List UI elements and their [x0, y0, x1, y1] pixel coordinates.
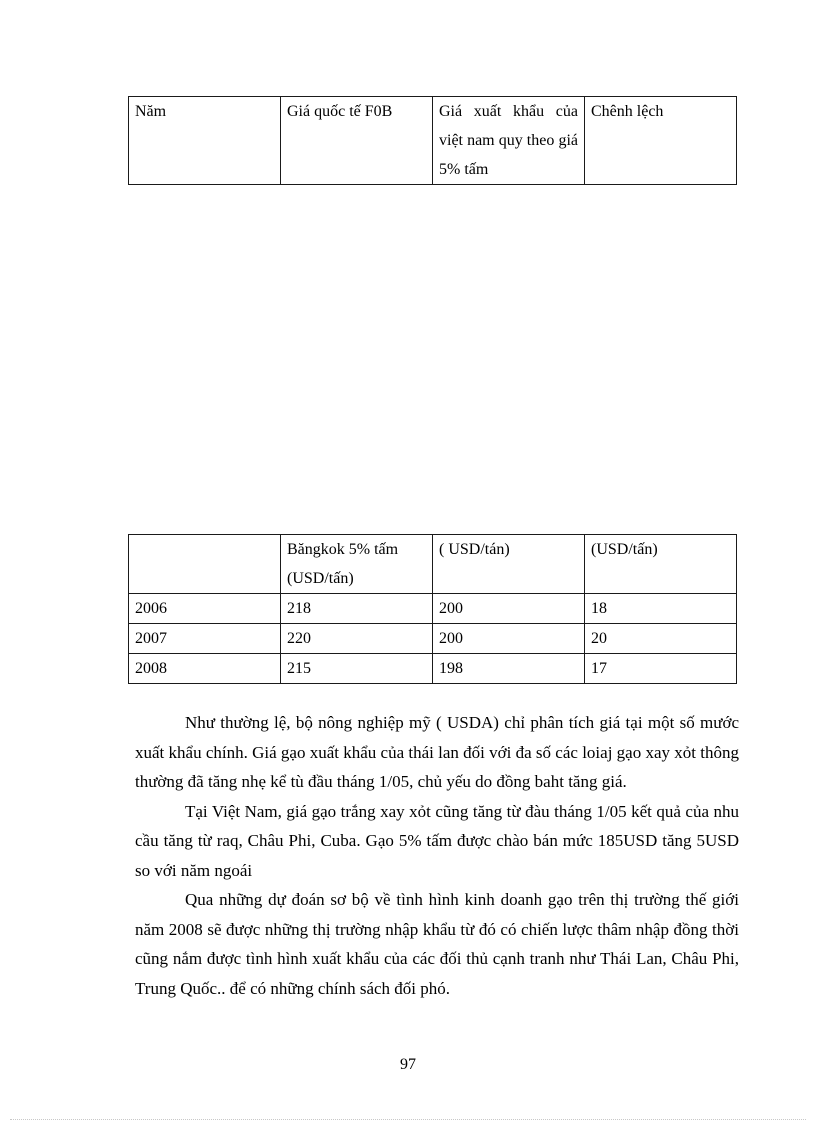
body-text: [135, 708, 739, 1003]
page-bottom-divider: [10, 1119, 806, 1120]
table-cell-bangkok-price: 218: [281, 594, 433, 624]
table-cell-difference: 20: [585, 624, 737, 654]
table-cell-vietnam-price: 200: [433, 624, 585, 654]
header-cell-year: Năm: [129, 97, 281, 185]
price-table-head-cell: [129, 535, 281, 594]
table-cell-year: 2006: [129, 594, 281, 624]
table-cell-vietnam-price: 200: [433, 594, 585, 624]
price-table-head-cell: (USD/tấn): [585, 535, 737, 594]
table-cell-difference: 17: [585, 654, 737, 684]
table-cell-year: 2007: [129, 624, 281, 654]
table-cell-bangkok-price: 215: [281, 654, 433, 684]
table-row: [129, 624, 737, 654]
paragraph-usda: Như thường lệ, bộ nông nghiệp mỹ ( USDA) chỉ phân tích giá tại một số mước xuất khẩu chính. Giá gạo xuất khẩu của thái lan đối với đa số các loiaj gạo xay xỏt thông thường đã tăng nhẹ kể tù đầu tháng 1/05, chủ yếu do đồng baht tăng giá.: [135, 713, 739, 791]
table-row: [129, 654, 737, 684]
price-table: [128, 534, 737, 684]
price-table-head-cell: ( USD/tán): [433, 535, 585, 594]
header-cell-international-price: Giá quốc tế F0B: [281, 97, 433, 185]
table-cell-vietnam-price: 198: [433, 654, 585, 684]
table-cell-year: 2008: [129, 654, 281, 684]
table-cell-difference: 18: [585, 594, 737, 624]
header-table: [128, 96, 737, 185]
price-table-head-row: [129, 535, 737, 594]
paragraph-forecast: Qua những dự đoán sơ bộ về tình hình kinh doanh gạo trên thị trường thế giới năm 2008 sẽ được những thị trường nhập khẩu từ đó có chiến lược thâm nhập đồng thời cũng nắm được tình hình xuất khẩu của các đối thủ cạnh tranh như Thái Lan, Châu Phi, Trung Quốc.. để có những chính sách đối phó.: [135, 890, 739, 998]
table-cell-bangkok-price: 220: [281, 624, 433, 654]
page-number: 97: [400, 1056, 416, 1073]
header-table-row: [129, 97, 737, 185]
price-table-head-cell: Băngkok 5% tấm (USD/tấn): [281, 535, 433, 594]
header-cell-vietnam-export-price: Giá xuất khẩu của việt nam quy theo giá 5% tấm: [433, 97, 585, 185]
header-cell-difference: Chênh lệch: [585, 97, 737, 185]
paragraph-vietnam: Tại Việt Nam, giá gạo trắng xay xỏt cũng tăng từ đàu tháng 1/05 kết quả của nhu cầu tăng từ raq, Châu Phi, Cuba. Gạo 5% tấm được chào bán mức 185USD tăng 5USD so với năm ngoái: [135, 801, 739, 880]
table-row: [129, 594, 737, 624]
